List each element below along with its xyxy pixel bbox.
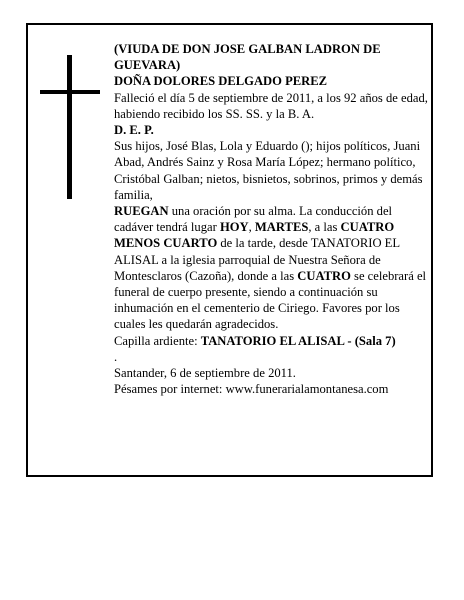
obituary-notice bbox=[26, 23, 433, 477]
funeral-time-word: CUATRO bbox=[297, 268, 351, 283]
widow-line: (VIUDA DE DON JOSE GALBAN LADRON DE GUEVARA) bbox=[114, 42, 381, 73]
cross-horizontal-bar bbox=[40, 90, 100, 94]
cross-vertical-bar bbox=[67, 55, 72, 199]
family-text: Sus hijos, José Blas, Lola y Eduardo (); hijos políticos, Juani Abad, Andrés Sainz y Rosa María López; hermano político, Cristóbal Galban; nietos, bisnietos, sobrinos, primos y demás familia, bbox=[114, 139, 423, 202]
request-paragraph bbox=[114, 203, 430, 333]
request-text-4: de la tarde, desde TANATORIO EL ALISAL a la iglesia parroquial de Nuestra Señora de Montesclaros (Cazoña), donde a las bbox=[114, 236, 400, 283]
request-text-3: , a las bbox=[308, 220, 341, 235]
chapel-value: TANATORIO EL ALISAL - (Sala 7) bbox=[200, 333, 396, 348]
chapel-label: Capilla ardiente: bbox=[114, 333, 201, 348]
ruegan-word: RUEGAN bbox=[114, 204, 169, 219]
deceased-name: DOÑA DOLORES DELGADO PEREZ bbox=[114, 74, 328, 89]
dep-line: D. E. P. bbox=[114, 123, 154, 138]
martes-word: MARTES bbox=[254, 220, 309, 235]
death-text: Falleció el día 5 de septiembre de 2011, a los 92 años de edad, habiendo recibido los SS. SS. y la B. A. bbox=[114, 90, 428, 121]
request-text-5: se celebrará el funeral de cuerpo presente, siendo a continuación su inhumación en el cementerio de Ciriego. Favores por los cuales les quedarán agradecidos. bbox=[114, 268, 427, 332]
hoy-word: HOY bbox=[219, 220, 249, 235]
place-date: Santander, 6 de septiembre de 2011. bbox=[114, 366, 296, 381]
chapel-line bbox=[114, 333, 430, 365]
request-text-1: una oración por su alma. La conducción del cadáver tendrá lugar bbox=[114, 204, 393, 235]
chapel-trailing: . bbox=[114, 349, 118, 364]
condolences-line: Pésames por internet: www.funerarialamontanesa.com bbox=[114, 382, 389, 397]
cross-icon bbox=[40, 55, 100, 199]
request-text-2: , bbox=[248, 220, 255, 235]
notice-text bbox=[114, 41, 430, 397]
time-words: CUATRO MENOS CUARTO bbox=[114, 220, 395, 251]
